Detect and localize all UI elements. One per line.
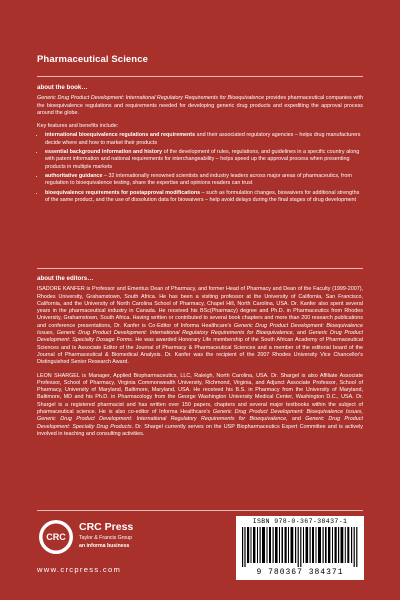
bio-book-title: Generic Drug Product Development: Specialty Drug Products bbox=[37, 416, 363, 430]
publisher-logo bbox=[37, 518, 157, 562]
publisher-group: Taylor & Francis Group bbox=[79, 535, 133, 541]
feature-bold: bioequivalence requirements for postapproval modifications bbox=[45, 189, 201, 196]
divider bbox=[37, 268, 363, 269]
bio-text: LEON SHARGEL is Manager, Applied Biopharmaceutics, LLC, Raleigh, North Carolina, USA. Dr. Shargel is also Affiliate Associate Professor, School of Pharmacy, Virginia Commonwealth University, Richmond, Virginia, and Adjunct Associate Professor, School of Pharmacy, University of Maryland, Baltimore, Maryland, USA. He received his B.S. in Pharmacy from the University of Maryland, Baltimore, MD and his Ph.D. in Pharmacology from the George Washington University Medical Center, Washington D.C., USA. Dr. Shargel is a registered pharmacist and has written over 150 papers, chapters and several major textbooks within the subject of pharmaceutical science. He is also co-editor of Informa Healthcare's bbox=[37, 372, 363, 416]
editor-bio-shargel bbox=[37, 373, 363, 439]
feature-bold: authoritative guidance bbox=[45, 172, 103, 179]
category-label: Pharmaceutical Science bbox=[37, 54, 148, 65]
bio-text: and bbox=[294, 330, 309, 337]
crc-badge-text: CRC bbox=[46, 532, 66, 542]
feature-item bbox=[45, 190, 363, 205]
isbn-barcode-panel bbox=[236, 516, 364, 580]
divider bbox=[37, 76, 363, 77]
about-editors-section bbox=[37, 275, 363, 444]
publisher-business: an informa business bbox=[79, 543, 130, 549]
feature-text: – such as formulation changes, biowaivers for additional strengths of the same product, and the use of dissolution data for biowaivers – help avoid delays during the final stages of drug development bbox=[45, 189, 360, 203]
feature-text: – 32 internationally renowned scientists and industry leaders across major areas of pharmaceutics, from regulation to bioequivalence testing, share the expertise and opinions readers can trust bbox=[45, 172, 352, 187]
about-book-heading: about the book… bbox=[37, 84, 88, 91]
features-list bbox=[37, 132, 363, 204]
bio-text: . Dr. Shargel currently serves on the USP Biopharmaceutics Expert Committee and is actively involved in teaching and consulting activities. bbox=[37, 423, 363, 437]
bio-book-title: Generic Drug Product Development: Bioequivalence Issues, Generic Drug Product Development: International Regulatory Requirements for Bioequivalence, bbox=[37, 322, 363, 337]
features-intro: Key features and benefits include: bbox=[37, 123, 119, 130]
barcode-icon bbox=[240, 527, 360, 567]
bio-text: . He was awarded Honorary Life membership of the South African Academy of Pharmaceutical Sciences and is Associate Editor of the Journal of Pharmacy & Pharmaceutical Sciences and a member of the editorial board of the Journal of Pharmaceutical & Biomedical Analysis. Dr. Kanfer was the recipient of the 2007 Rhodes University Vice Chancellor's Distinguished Senior Research Award. bbox=[37, 337, 363, 366]
book-description bbox=[37, 95, 363, 117]
crc-logo-icon bbox=[37, 518, 75, 556]
bio-text: and bbox=[287, 416, 306, 423]
book-title-italic: Generic Drug Product Development: International Regulatory Requirements for Bioequivalence bbox=[37, 95, 265, 102]
feature-text: of the development of rules, regulations, and guidelines in a specific country along with patent information and national requirements for interchangeability – helps speed up the approval process when presenting products in multiple markets bbox=[45, 149, 360, 170]
barcode-number: 9 780367 384371 bbox=[256, 568, 344, 577]
feature-item bbox=[45, 173, 363, 188]
editor-bio-kanfer bbox=[37, 286, 363, 366]
divider bbox=[37, 510, 363, 511]
isbn-label: ISBN 978-0-367-38437-1 bbox=[252, 518, 348, 525]
feature-item bbox=[45, 132, 363, 147]
publisher-name: CRC Press bbox=[79, 521, 134, 533]
about-editors-heading: about the editors… bbox=[37, 275, 94, 282]
publisher-website: www.crcpress.com bbox=[37, 565, 122, 574]
book-description-text: provides pharmaceutical companies with the bioequivalence regulations and requirements needed for developing generic drug products and expediting the approval process around the globe. bbox=[37, 95, 363, 116]
bio-book-title: Generic Drug Product Development: Bioequivalence Issues, Generic Drug Product Development: International Regulatory Requirements for Bioequivalence, bbox=[37, 409, 363, 423]
feature-bold: essential background information and history bbox=[45, 149, 163, 156]
bio-book-title: Generic Drug Product Development: Specialty Dosage Forms bbox=[37, 330, 363, 344]
feature-item bbox=[45, 149, 363, 171]
bio-text: ISADORE KANFER is Professor and Emeritus Dean of Pharmacy, and former Head of Pharmacy and Dean of the Faculty (1999-2007), Rhodes University, Grahamstown, South Africa. He has been a visiting professor at the University of California, San Francisco, California, and the University of North Carolina School of Pharmacy, Chapel Hill, North Carolina, USA. Dr. Kanfer also spent several years in the pharmaceutical industry in Canada. He received his BSc(Pharmacy) degree and Ph.D. in Pharmaceutics from Rhodes University, Grahamstown, South Africa. Having written or contributed to several book chapters and more than 200 research publications and conference presentations, Dr. Kanfer is Co-Editor of Informa Healthcare's bbox=[37, 286, 363, 329]
feature-text: and their associated regulatory agencies – helps drug manufacturers decide where and how to market their products bbox=[45, 132, 361, 146]
feature-bold: international bioequivalence regulations and requirements bbox=[45, 132, 196, 139]
about-book-section bbox=[37, 84, 363, 206]
